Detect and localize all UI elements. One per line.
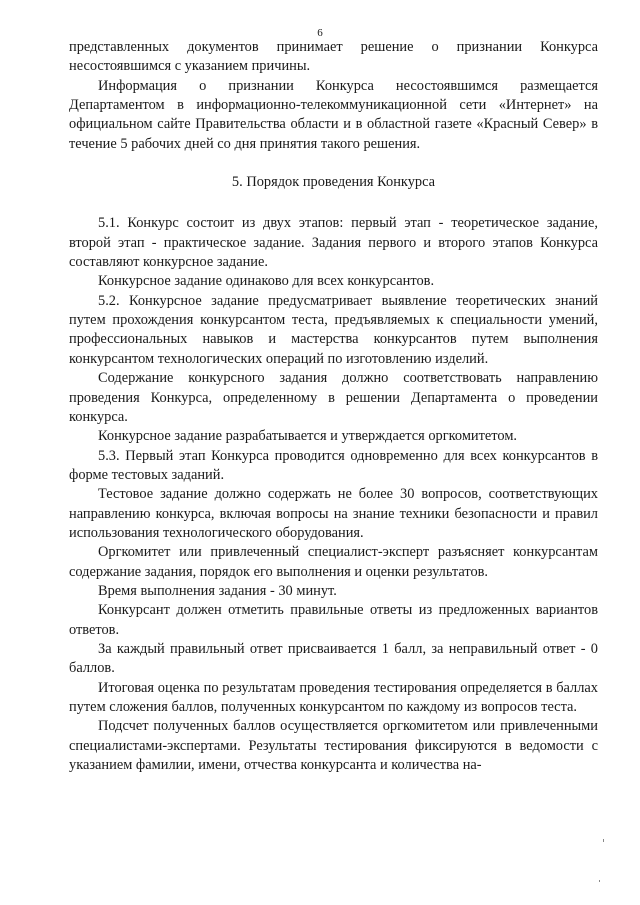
paragraph: 5.1. Конкурс состоит из двух этапов: первый этап - теоретическое задание, второй этап - практическое задание. Задания первого и второго этапов Конкурса составляют конкурсное задание. <box>69 215 598 271</box>
paragraph: Конкурсант должен отметить правильные ответы из предложенных вариантов ответов. <box>69 602 598 638</box>
paragraph: Оргкомитет или привлеченный специалист-эксперт разъясняет конкурсантам содержание задания, порядок его выполнения и оценки результатов. <box>69 544 598 580</box>
scan-speck <box>603 839 604 842</box>
paragraph: 5.3. Первый этап Конкурса проводится одновременно для всех конкурсантов в форме тестовых заданий. <box>69 447 598 483</box>
paragraph: Содержание конкурсного задания должно соответствовать направлению проведения Конкурса, определенному в решении Департамента о проведении конкурса. <box>69 370 598 425</box>
paragraph: 5.2. Конкурсное задание предусматривает выявление теоретических знаний путем прохождения конкурсантом теста, предъявляемых к специальности умений, профессиональных навыков и мастерства конкурсантов путем выполнения конкурсантом технологических операций по изготовлению изделий. <box>69 292 598 367</box>
paragraph: Время выполнения задания - 30 минут. <box>98 582 337 599</box>
section-heading: 5. Порядок проведения Конкурса <box>231 174 436 191</box>
paragraph: представленных документов принимает решение о признании Конкурса несостоявшимся с указанием причины. <box>69 39 598 75</box>
paragraph: Конкурсное задание разрабатывается и утверждается оргкомитетом. <box>98 428 518 445</box>
scan-speck <box>599 880 600 882</box>
paragraph: За каждый правильный ответ присваивается 1 балл, за неправильный ответ - 0 баллов. <box>69 640 598 677</box>
paragraph: Информация о признании Конкурса несостоявшимся размещается Департаментом в информационно-телекоммуникационной сети «Интернет» на официальном сайте Правительства области и в областной газете «Красный Север» в течение 5 рабочих дней со дня принятия такого решения. <box>69 77 598 152</box>
paragraph: Конкурсное задание одинаково для всех конкурсантов. <box>98 273 435 290</box>
paragraph: Подсчет полученных баллов осуществляется оргкомитетом или привлеченными специалистами-экспертами. Результаты тестирования фиксируются в ведомости с указанием фамилии, имени, отчества конкурсанта и количества на- <box>69 718 598 774</box>
paragraph: Тестовое задание должно содержать не более 30 вопросов, соответствующих направлению конкурса, включая вопросы на знание техники безопасности и правил использования технологического оборудования. <box>69 486 598 541</box>
page-number: 6 <box>317 27 323 39</box>
document-body <box>69 38 598 775</box>
paragraph: Итоговая оценка по результатам проведения тестирования определяется в баллах путем сложения баллов, полученных конкурсантом по каждому из вопросов теста. <box>69 679 598 715</box>
